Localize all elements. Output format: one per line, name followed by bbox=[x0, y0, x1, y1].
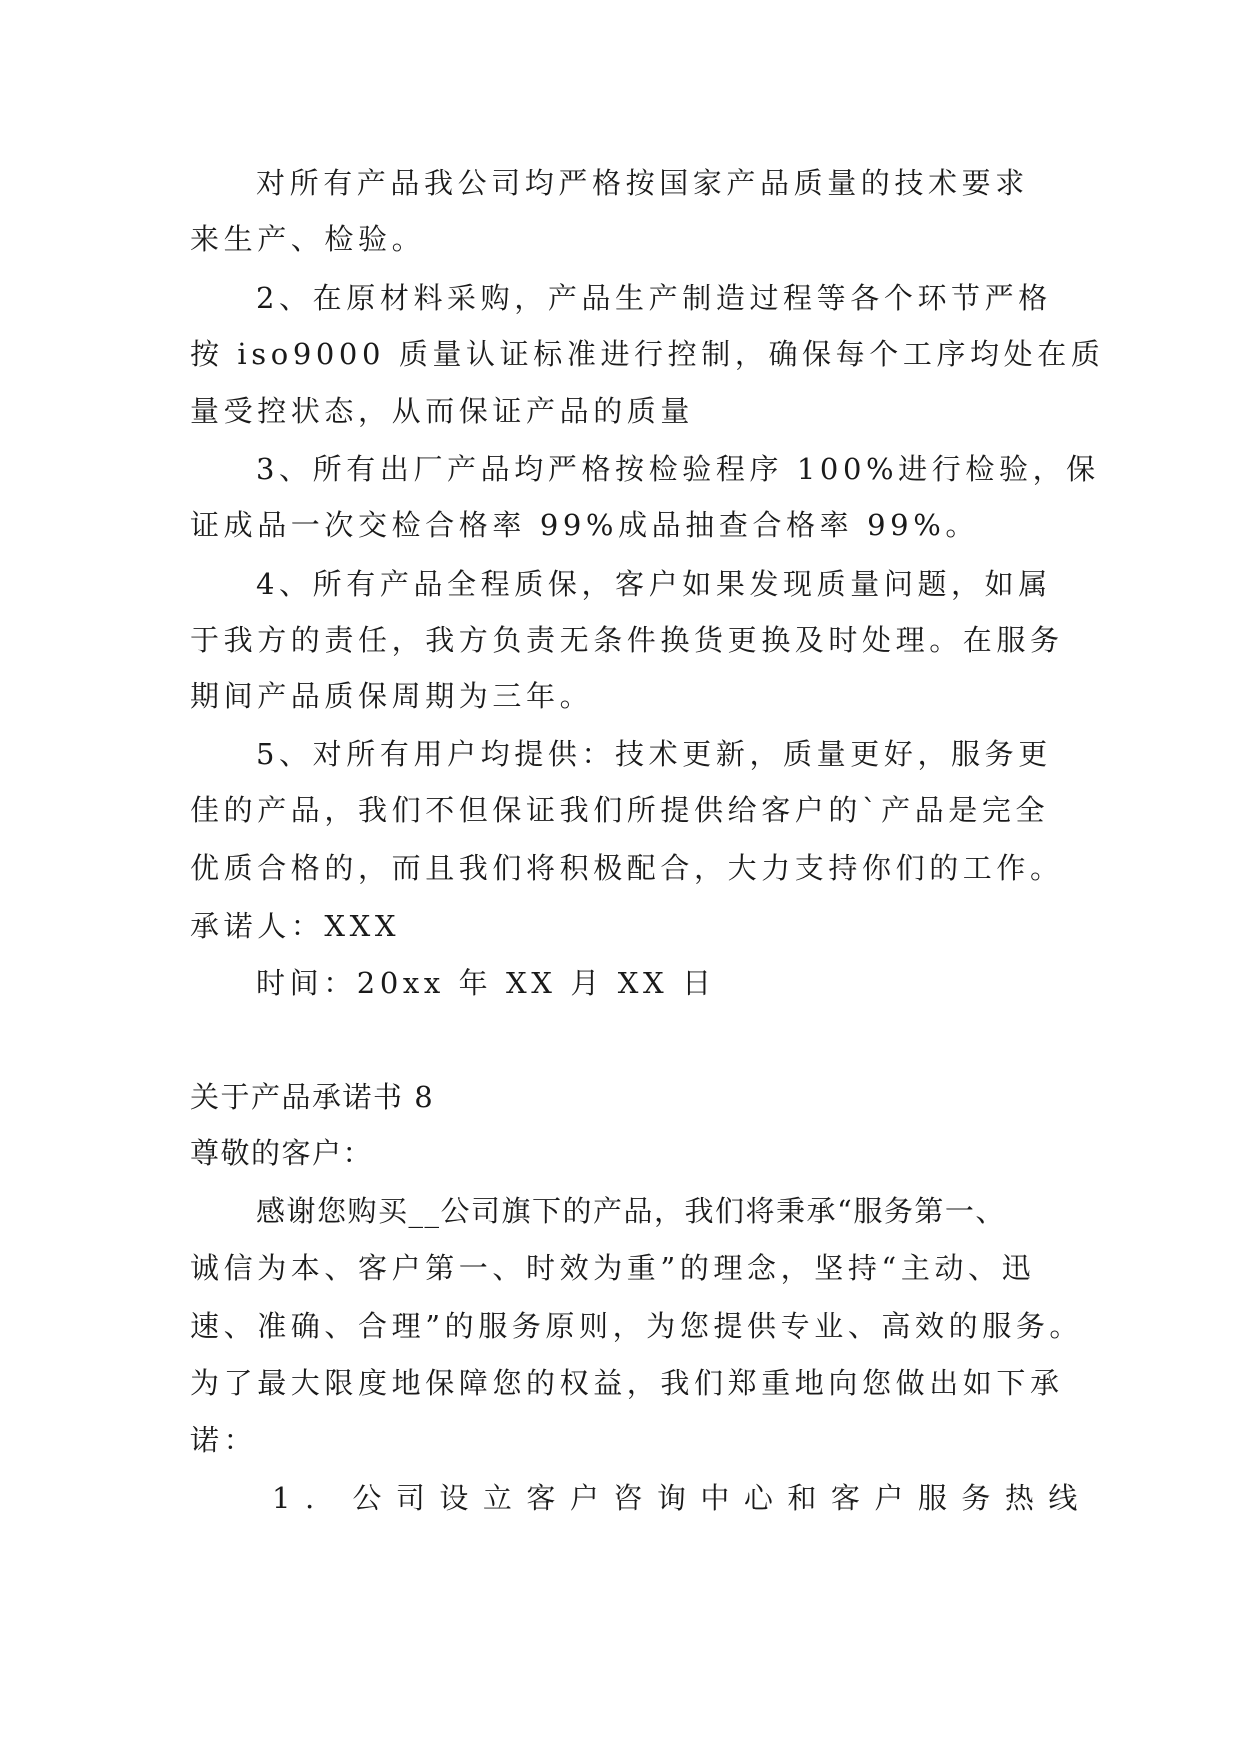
paragraph-line: 感谢您购买__公司旗下的产品，我们将秉承“服务第一、 bbox=[256, 1194, 1006, 1228]
signatory-line: 承诺人：XXX bbox=[190, 909, 401, 943]
paragraph-line: 来生产、检验。 bbox=[190, 222, 426, 256]
salutation: 尊敬的客户： bbox=[190, 1136, 374, 1170]
paragraph-line: 于我方的责任，我方负责无条件换货更换及时处理。在服务 bbox=[190, 623, 1064, 657]
paragraph-line: 诺： bbox=[190, 1423, 258, 1457]
paragraph-line: 量受控状态，从而保证产品的质量 bbox=[190, 394, 695, 428]
paragraph-line: 3、所有出厂产品均严格按检验程序 100%进行检验，保 bbox=[256, 452, 1100, 486]
paragraph-line: 4、所有产品全程质保，客户如果发现质量问题，如属 bbox=[256, 567, 1052, 601]
paragraph-line: 对所有产品我公司均严格按国家产品质量的技术要求 bbox=[256, 166, 1029, 200]
paragraph-line: 优质合格的，而且我们将积极配合，大力支持你们的工作。 bbox=[190, 851, 1064, 885]
paragraph-line: 证成品一次交检合格率 99%成品抽查合格率 99%。 bbox=[190, 508, 979, 542]
section-title: 关于产品承诺书 8 bbox=[190, 1080, 435, 1114]
paragraph-line: 2、在原材料采购，产品生产制造过程等各个环节严格 bbox=[256, 281, 1052, 315]
paragraph-line: 为了最大限度地保障您的权益，我们郑重地向您做出如下承 bbox=[190, 1366, 1064, 1400]
paragraph-line: 诚信为本、客户第一、时效为重”的理念，坚持“主动、迅 bbox=[190, 1251, 1036, 1285]
paragraph-line: 速、准确、合理”的服务原则，为您提供专业、高效的服务。 bbox=[190, 1309, 1084, 1343]
paragraph-line: 期间产品质保周期为三年。 bbox=[190, 679, 594, 713]
date-line: 时间：20xx 年 XX 月 XX 日 bbox=[256, 966, 716, 1000]
paragraph-line: 5、对所有用户均提供：技术更新，质量更好，服务更 bbox=[256, 737, 1052, 771]
list-item: 1. 公司设立客户咨询中心和客户服务热线 bbox=[272, 1481, 1092, 1515]
paragraph-line: 佳的产品，我们不但保证我们所提供给客户的`产品是完全 bbox=[190, 793, 1050, 827]
paragraph-line: 按 iso9000 质量认证标准进行控制，确保每个工序均处在质 bbox=[190, 337, 1105, 371]
